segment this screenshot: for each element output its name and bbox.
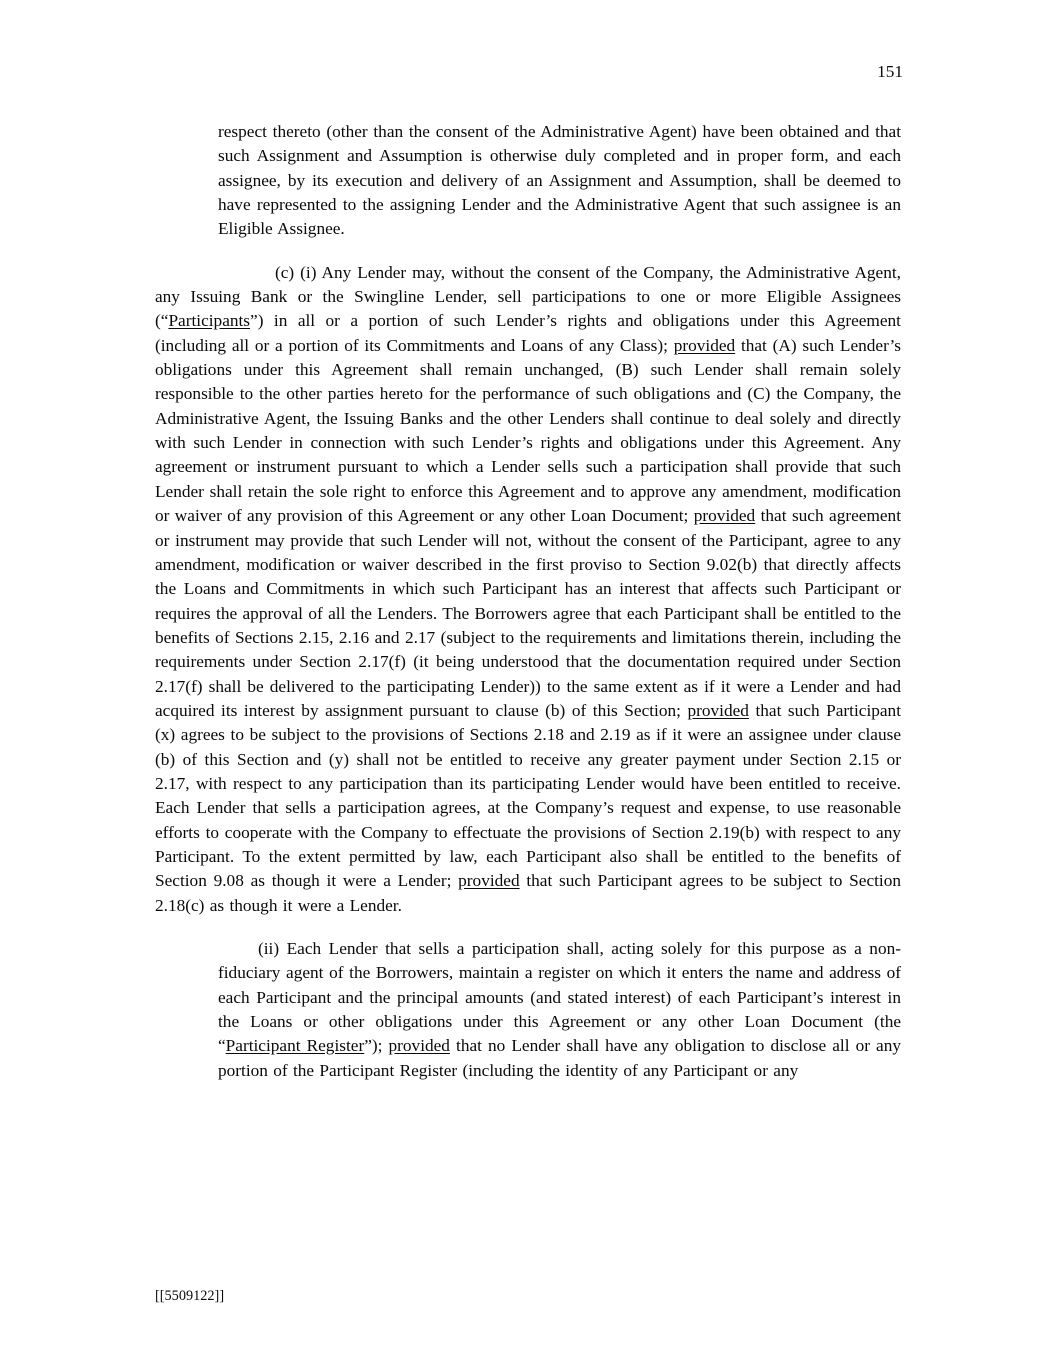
- page-number: 151: [877, 62, 903, 81]
- paragraph-continuation: respect thereto (other than the consent of the Administrative Agent) have been obtained and that such Assignment and Assumption is otherwise duly completed and in proper form, and each assignee, by its execution and delivery of an Assignment and Assumption, shall be deemed to have represented to the assigning Lender and the Administrative Agent that such assignee is an Eligible Assignee.: [218, 122, 901, 239]
- footer-document-id: [[5509122]]: [155, 1288, 225, 1304]
- paragraph-clause-c-i: (c) (i) Any Lender may, without the consent of the Company, the Administrative Agent, any Issuing Bank or the Swingline Lender, sell participations to one or more Eligible Assignees (“Participants”) in all or a portion of such Lender’s rights and obligations under this Agreement (including all or a portion of its Commitments and Loans of any Class); provided that (A) such Lender’s obligations under this Agreement shall remain unchanged, (B) such Lender shall remain solely responsible to the other parties hereto for the performance of such obligations and (C) the Company, the Administrative Agent, the Issuing Banks and the other Lenders shall continue to deal solely and directly with such Lender in connection with such Lender’s rights and obligations under this Agreement. Any agreement or instrument pursuant to which a Lender sells such a participation shall provide that such Lender shall retain the sole right to enforce this Agreement and to approve any amendment, modification or waiver of any provision of this Agreement or any other Loan Document; provided that such agreement or instrument may provide that such Lender will not, without the consent of the Participant, agree to any amendment, modification or waiver described in the first proviso to Section 9.02(b) that directly affects the Loans and Commitments in which such Participant has an interest that affects such Participant or requires the approval of all the Lenders. The Borrowers agree that each Participant shall be entitled to the benefits of Sections 2.15, 2.16 and 2.17 (subject to the requirements and limitations therein, including the requirements under Section 2.17(f) (it being understood that the documentation required under Section 2.17(f) shall be delivered to the participating Lender)) to the same extent as if it were a Lender and had acquired its interest by assignment pursuant to clause (b) of this Section; provided that such Participant (x) agrees to be subject to the provisions of Sections 2.18 and 2.19 as if it were an assignee under clause (b) of this Section and (y) shall not be entitled to receive any greater payment under Section 2.15 or 2.17, with respect to any participation than its participating Lender would have been entitled to receive. Each Lender that sells a participation agrees, at the Company’s request and expense, to use reasonable efforts to cooperate with the Company to effectuate the provisions of Section 2.19(b) with respect to any Participant. To the extent permitted by law, each Participant also shall be entitled to the benefits of Section 9.08 as though it were a Lender; provided that such Participant agrees to be subject to Section 2.18(c) as though it were a Lender.: [155, 262, 902, 915]
- document-body: [155, 120, 901, 1083]
- paragraph-clause-c-ii: (ii) Each Lender that sells a participation shall, acting solely for this purpose as a non-fiduciary agent of the Borrowers, maintain a register on which it enters the name and address of each Participant and the principal amounts (and stated interest) of each Participant’s interest in the Loans or other obligations under this Agreement or any other Loan Document (the “Participant Register”); provided that no Lender shall have any obligation to disclose all or any portion of the Participant Register (including the identity of any Participant or any: [218, 939, 902, 1080]
